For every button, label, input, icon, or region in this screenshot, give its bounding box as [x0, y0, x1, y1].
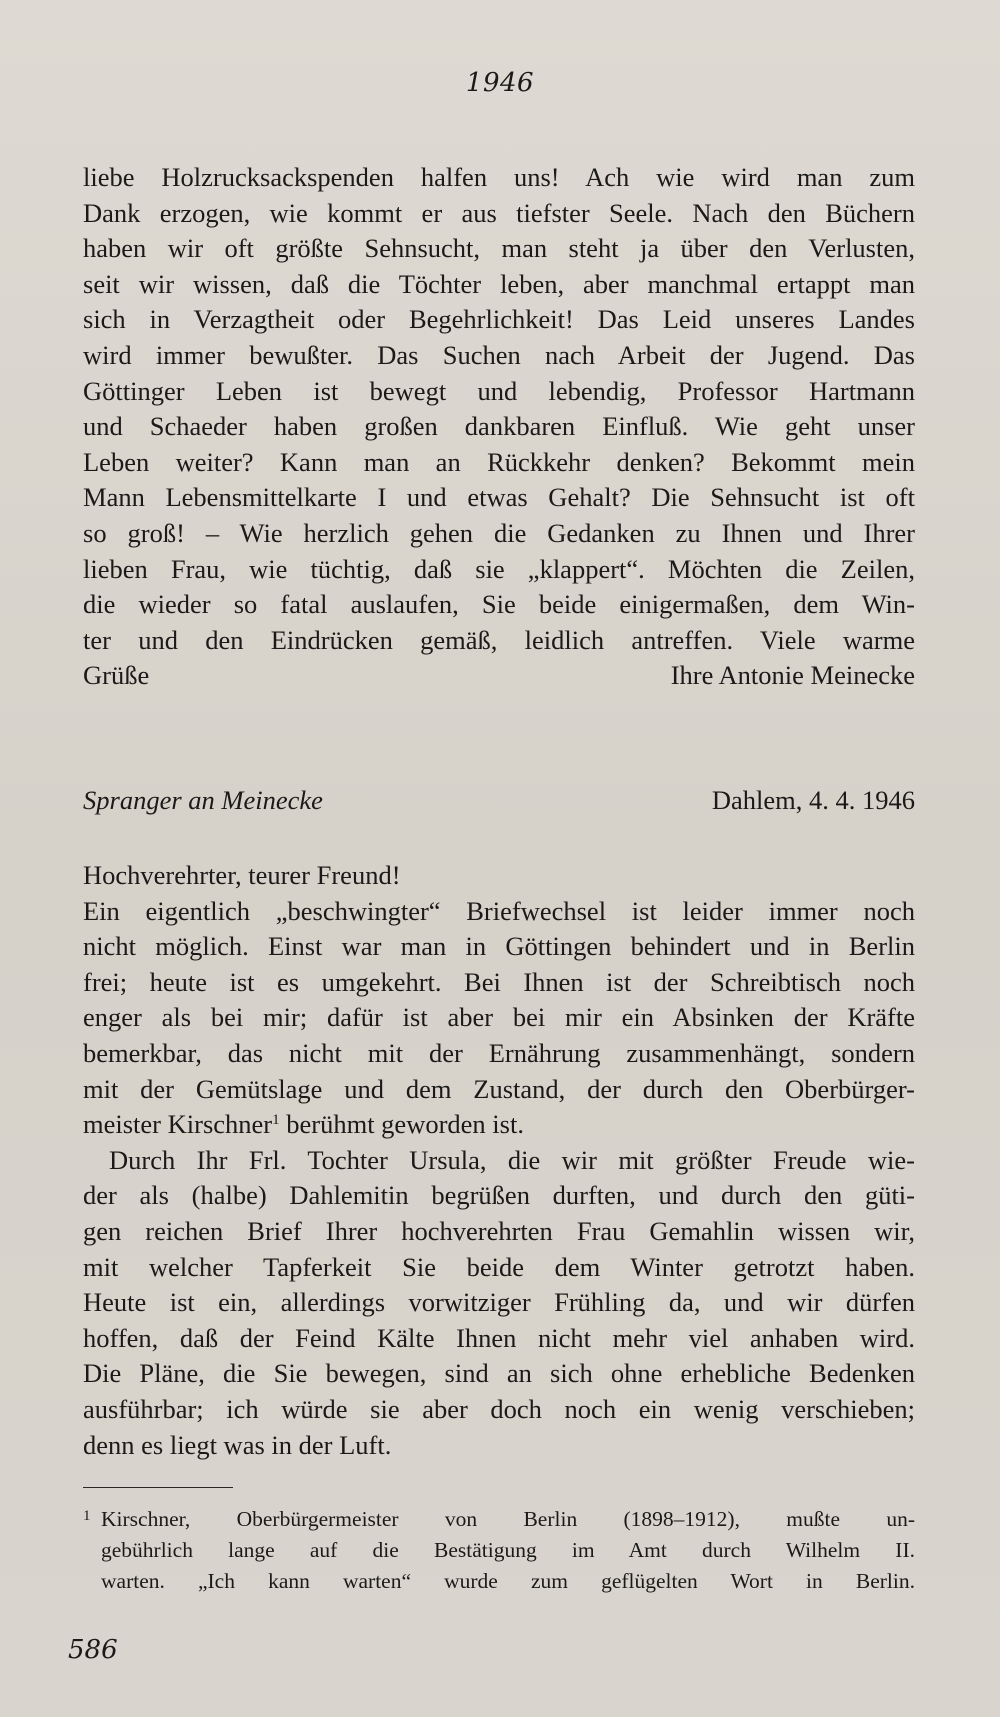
- footnote-line: warten. „Ich kann warten“ wurde zum geflügelten Wort in Berlin.: [101, 1569, 915, 1593]
- text-line: der als (halbe) Dahlemitin begrüßen durften, und durch den güti-: [83, 1180, 915, 1211]
- closing-greeting: Grüße: [83, 660, 150, 691]
- text-line: nicht möglich. Einst war man in Göttingen behindert und in Berlin: [83, 931, 915, 962]
- letter-body-meinecke: [83, 160, 915, 694]
- letter-body-spranger: [83, 858, 915, 1463]
- text-line: sich in Verzagtheit oder Begehrlichkeit! Das Leid unseres Landes: [83, 304, 915, 335]
- text-line: die wieder so fatal auslaufen, Sie beide einigermaßen, dem Win-: [83, 589, 915, 620]
- text-line: liebe Holzrucksackspenden halfen uns! Ach wie wird man zum: [83, 162, 915, 192]
- letter-heading-title: Spranger an Meinecke: [83, 785, 323, 815]
- text-line: denn es liegt was in der Luft.: [83, 1429, 392, 1460]
- text-line: frei; heute ist es umgekehrt. Bei Ihnen ist der Schreibtisch noch: [83, 966, 915, 997]
- text-line: lieben Frau, wie tüchtig, daß sie „klappert“. Möchten die Zeilen,: [83, 553, 915, 584]
- text-line: Dank erzogen, wie kommt er aus tiefster Seele. Nach den Büchern: [83, 197, 915, 228]
- running-head: 1946: [465, 68, 535, 98]
- letter-heading-date: Dahlem, 4. 4. 1946: [711, 785, 915, 815]
- text-line: Göttinger Leben ist bewegt und lebendig, Professor Hartmann: [83, 375, 915, 406]
- text-line: Ein eigentlich „beschwingter“ Briefwechsel ist leider immer noch: [83, 895, 915, 926]
- text-line: Durch Ihr Frl. Tochter Ursula, die wir mit größter Freude wie-: [109, 1144, 915, 1175]
- footnote-line: gebührlich lange auf die Bestätigung im Amt durch Wilhelm II.: [101, 1538, 915, 1562]
- text-line: und Schaeder haben großen dankbaren Einfluß. Wie geht unser: [83, 411, 915, 442]
- text-line: haben wir oft größte Sehnsucht, man steht ja über den Verlusten,: [83, 233, 915, 264]
- text-line: Die Pläne, die Sie bewegen, sind an sich ohne erhebliche Bedenken: [83, 1358, 915, 1389]
- footnote-reference[interactable]: 1: [272, 1112, 280, 1129]
- footnote-entry: [83, 1504, 915, 1597]
- text-line: Heute ist ein, allerdings vorwitziger Frühling da, und wir dürfen: [83, 1287, 915, 1318]
- text-line: Mann Lebensmittelkarte I und etwas Gehalt? Die Sehnsucht ist oft: [83, 482, 915, 513]
- text-line: ter und den Eindrücken gemäß, leidlich antreffen. Viele warme: [83, 624, 915, 655]
- footnote-divider: [83, 1487, 233, 1488]
- text-fragment: meister Kirschner: [83, 1109, 273, 1140]
- salutation: Hochverehrter, teurer Freund!: [83, 860, 401, 890]
- text-line: wird immer bewußter. Das Suchen nach Arbeit der Jugend. Das: [83, 339, 915, 370]
- footnote: [83, 1504, 915, 1597]
- text-line: enger als bei mir; dafür ist aber bei mir ein Absinken der Kräfte: [83, 1002, 915, 1033]
- text-line: ausführbar; ich würde sie aber doch noch ein wenig verschieben;: [83, 1393, 915, 1424]
- text-line: so groß! – Wie herzlich gehen die Gedanken zu Ihnen und Ihrer: [83, 517, 915, 548]
- footnote-marker: 1: [83, 1508, 91, 1524]
- footnote-text: [101, 1504, 915, 1597]
- text-line: mit welcher Tapferkeit Sie beide dem Winter getrotzt haben.: [83, 1251, 915, 1282]
- letter-heading: [83, 782, 915, 818]
- text-line: seit wir wissen, daß die Töchter leben, aber manchmal ertappt man: [83, 268, 915, 299]
- signature: Ihre Antonie Meinecke: [670, 660, 915, 691]
- footnote-line: Kirschner, Oberbürgermeister von Berlin (1898–1912), mußte un-: [101, 1507, 915, 1531]
- text-line: Leben weiter? Kann man an Rückkehr denken? Bekommt mein: [83, 446, 915, 477]
- text-line: bemerkbar, das nicht mit der Ernährung zusammenhängt, sondern: [83, 1037, 915, 1068]
- closing-row: [83, 658, 915, 694]
- text-line: gen reichen Brief Ihrer hochverehrten Frau Gemahlin wissen wir,: [83, 1215, 915, 1246]
- text-line: mit der Gemütslage und dem Zustand, der durch den Oberbürger-: [83, 1073, 915, 1104]
- page-number: 586: [68, 1635, 118, 1665]
- text-line: [83, 1107, 915, 1143]
- text-fragment: berühmt geworden ist.: [279, 1109, 524, 1140]
- text-line: hoffen, daß der Feind Kälte Ihnen nicht mehr viel anhaben wird.: [83, 1322, 915, 1353]
